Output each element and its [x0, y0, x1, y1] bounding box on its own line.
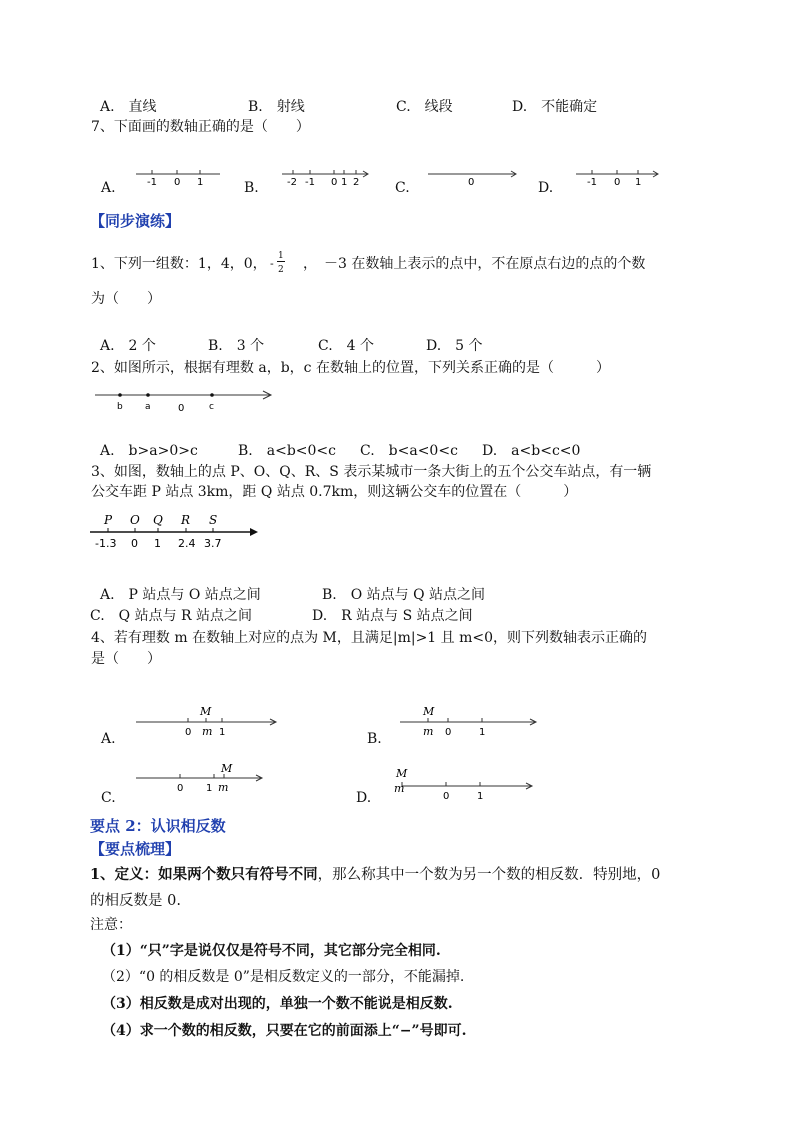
q2-option-d: D. a<b<c<0 — [482, 443, 581, 459]
station-S: S — [209, 513, 218, 527]
q1-option-b: B. 3 个 — [208, 338, 265, 354]
q4-number-line-d — [392, 764, 542, 804]
q4c-one: 1 — [206, 783, 213, 794]
q4b-zero: 0 — [445, 727, 452, 738]
q4d-one: 1 — [477, 791, 484, 802]
q4a-one: 1 — [219, 727, 226, 738]
q2-stem: 2、如图所示，根据有理数 a，b，c 在数轴上的位置，下列关系正确的是（ ） — [91, 360, 610, 376]
q2-number-line — [95, 385, 275, 415]
q3-option-d: D. R 站点与 S 站点之间 — [312, 608, 473, 624]
definition-line1 — [90, 866, 660, 884]
q4-stem-line2: 是（ ） — [91, 651, 161, 667]
q2-option-a: A. b>a>0>c — [100, 443, 198, 459]
q2-option-b: B. a<b<0<c — [238, 443, 336, 459]
q7b-tick-label: 2 — [353, 177, 360, 188]
q7-number-line-a — [130, 160, 230, 190]
value-S: 3.7 — [204, 537, 222, 550]
q3-number-line — [90, 510, 260, 556]
value-Q: 1 — [154, 537, 161, 550]
q4a-zero: 0 — [185, 727, 192, 738]
q4-label-a: A. — [101, 731, 116, 747]
q4d-zero: 0 — [443, 791, 450, 802]
q7-label-d: D. — [538, 180, 554, 196]
q4-number-line-a — [134, 702, 284, 742]
q2-label-c: c — [209, 402, 214, 412]
q6-option-a: A. 直线 — [100, 99, 157, 115]
value-P: -1.3 — [95, 537, 117, 550]
section-heading-review: 【要点梳理】 — [90, 840, 181, 858]
q4c-zero: 0 — [177, 783, 184, 794]
fraction-numerator: 1 — [278, 251, 284, 261]
notes-title: 注意： — [90, 917, 132, 933]
q7b-tick-label: 1 — [341, 177, 348, 188]
section-heading-sync: 【同步演练】 — [90, 212, 181, 230]
q1-option-d: D. 5 个 — [426, 338, 483, 354]
q2-label-b: b — [117, 402, 123, 412]
q7a-tick-label: 0 — [174, 177, 181, 188]
q4c-M: M — [221, 762, 233, 775]
q7a-tick-label: -1 — [147, 177, 157, 188]
q6-option-d: D. 不能确定 — [512, 99, 598, 115]
definition-line2: 的相反数是 0. — [90, 893, 181, 909]
value-O: 0 — [131, 537, 138, 550]
point-b-dot — [118, 393, 122, 397]
note-item-2: （2）“0 的相反数是 0”是相反数定义的一部分，不能漏掉. — [102, 969, 465, 985]
q4-label-d: D. — [356, 790, 372, 806]
q3-option-a: A. P 站点与 O 站点之间 — [100, 587, 261, 603]
q6-option-c: C. 线段 — [396, 99, 453, 115]
q7b-tick-label: 0 — [331, 177, 338, 188]
definition-intro: 1、定义：如果两个数 — [90, 866, 231, 883]
heading-point-2: 要点 2：认识相反数 — [90, 817, 226, 835]
q7b-tick-label: -1 — [305, 177, 315, 188]
station-O: O — [130, 513, 140, 527]
station-R: R — [181, 513, 191, 527]
definition-rest: ，那么称其中一个数为另一个数的相反数．特别地，0 — [317, 867, 661, 883]
q3-option-b: B. O 站点与 Q 站点之间 — [322, 587, 486, 603]
q1-stem-part2: ， －3 在数轴上表示的点中，不在原点右边的点的个数 — [303, 256, 646, 272]
q4b-M: M — [423, 705, 435, 718]
q2-label-zero: 0 — [178, 403, 185, 414]
q3-stem-line1: 3、如图，数轴上的点 P、O、Q、R、S 表示某城市一条大街上的五个公交车站点，有一辆 — [91, 464, 652, 480]
fraction-sign: - — [270, 257, 274, 270]
q7d-tick-label: 0 — [614, 177, 621, 188]
q4b-one: 1 — [479, 727, 486, 738]
q2-label-a: a — [145, 402, 151, 412]
q7-stem: 7、下面画的数轴正确的是（ ） — [91, 119, 310, 135]
q7-label-a: A. — [101, 180, 116, 196]
q6-option-b: B. 射线 — [248, 99, 305, 115]
fraction-denominator: 2 — [278, 265, 284, 275]
point-c-dot — [210, 393, 214, 397]
q4-label-b: B. — [367, 731, 382, 747]
q4b-m: m — [423, 725, 434, 738]
q7-number-line-b — [278, 160, 378, 190]
q4a-m: m — [202, 725, 213, 738]
q7-number-line-d — [572, 160, 672, 190]
q7b-tick-label: -2 — [287, 177, 297, 188]
q4-label-c: C. — [101, 790, 116, 806]
q4d-m: m — [394, 782, 405, 795]
q7-label-b: B. — [244, 180, 259, 196]
station-Q: Q — [153, 513, 163, 527]
value-R: 2.4 — [178, 537, 196, 550]
q4-number-line-c — [134, 762, 270, 802]
q4d-M: M — [396, 767, 408, 780]
q1-option-a: A. 2 个 — [100, 338, 156, 354]
q7-number-line-c — [424, 160, 524, 190]
q3-option-c: C. Q 站点与 R 站点之间 — [90, 608, 253, 624]
q7a-tick-label: 1 — [197, 177, 204, 188]
q1-option-c: C. 4 个 — [318, 338, 375, 354]
q4c-m: m — [218, 781, 229, 794]
note-item-4: （4）求一个数的相反数，只要在它的前面添上“−”号即可. — [102, 1023, 467, 1039]
note-item-1: （1）“只”字是说仅仅是符号不同，其它部分完全相同. — [102, 943, 441, 959]
q7c-tick-label: 0 — [468, 177, 475, 188]
station-P: P — [104, 513, 113, 527]
q1-stem-part1: 1、下列一组数：1，4，0， — [91, 256, 267, 272]
q2-option-c: C. b<a<0<c — [360, 443, 458, 459]
q4-number-line-b — [398, 704, 544, 744]
note-item-3: （3）相反数是成对出现的，单独一个数不能说是相反数. — [102, 996, 453, 1012]
q7d-tick-label: -1 — [587, 177, 597, 188]
q7d-tick-label: 1 — [635, 177, 642, 188]
q4-stem-line1: 4、若有理数 m 在数轴上对应的点为 M，且满足|m|>1 且 m<0，则下列数轴表示正确的 — [91, 630, 648, 646]
q7-label-c: C. — [395, 180, 410, 196]
definition-emphasis: 只有符号不同 — [230, 866, 318, 883]
q3-stem-line2: 公交车距 P 站点 3km，距 Q 站点 0.7km，则这辆公交车的位置在（ ） — [91, 484, 578, 500]
q1-stem-part3: 为（ ） — [91, 291, 161, 307]
point-a-dot — [146, 393, 150, 397]
q1-fraction — [270, 249, 290, 279]
q4a-M: M — [200, 705, 212, 718]
